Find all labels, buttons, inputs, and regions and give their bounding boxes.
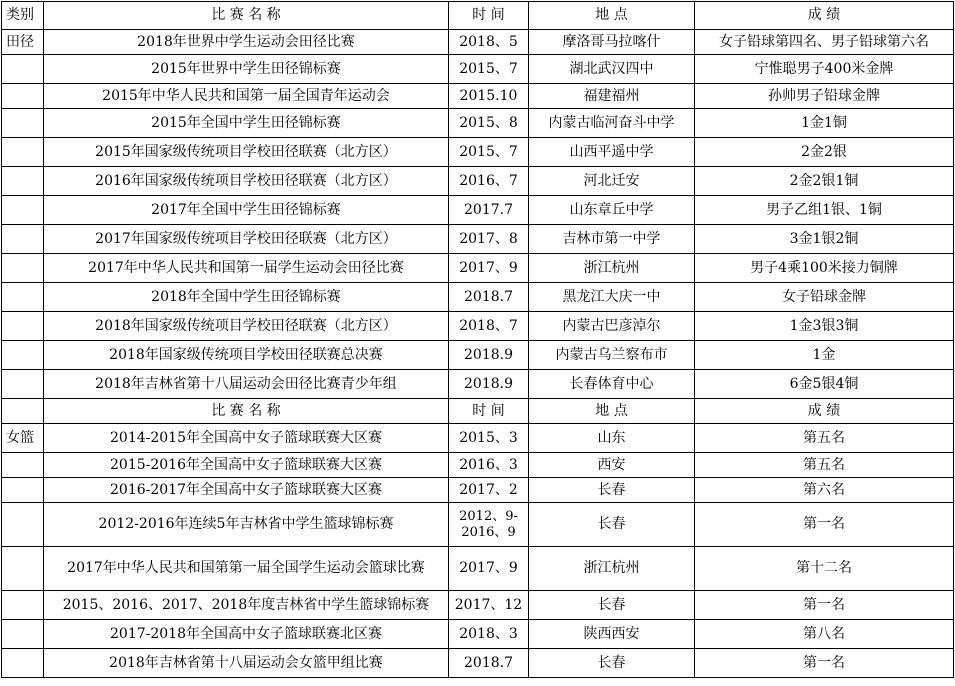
result-cell: 1金 bbox=[695, 341, 954, 370]
time-cell: 2016、3 bbox=[449, 453, 529, 478]
header-place: 地 点 bbox=[529, 2, 695, 30]
event-cell: 2015、2016、2017、2018年度吉林省中学生篮球锦标赛 bbox=[44, 591, 449, 620]
category-cell bbox=[2, 591, 44, 620]
results-table bbox=[1, 1, 954, 678]
category-cell bbox=[2, 167, 44, 196]
time-cell: 2017、9 bbox=[449, 547, 529, 591]
result-cell: 2金2银 bbox=[695, 138, 954, 167]
place-cell: 山西平遥中学 bbox=[529, 138, 695, 167]
time-cell: 2015、3 bbox=[449, 424, 529, 453]
table-row bbox=[2, 109, 954, 138]
table-row bbox=[2, 547, 954, 591]
table-row bbox=[2, 225, 954, 254]
table-row bbox=[2, 55, 954, 84]
table-row bbox=[2, 503, 954, 547]
header-time: 时 间 bbox=[449, 2, 529, 30]
time-cell: 2018.7 bbox=[449, 283, 529, 312]
place-cell: 长春 bbox=[529, 591, 695, 620]
category-cell bbox=[2, 84, 44, 109]
time-cell: 2017、8 bbox=[449, 225, 529, 254]
table-row bbox=[2, 196, 954, 225]
header-event: 比 赛 名 称 bbox=[44, 2, 449, 30]
category-cell bbox=[2, 620, 44, 649]
time-cell: 2017、9 bbox=[449, 254, 529, 283]
place-cell: 长春 bbox=[529, 649, 695, 678]
category-cell bbox=[2, 109, 44, 138]
category-cell bbox=[2, 547, 44, 591]
event-cell: 2015-2016年全国高中女子篮球联赛大区赛 bbox=[44, 453, 449, 478]
time-cell: 2012、9-2016、9 bbox=[449, 503, 529, 547]
category-cell bbox=[2, 478, 44, 503]
header-row bbox=[2, 2, 954, 30]
result-cell: 男子4乘100米接力铜牌 bbox=[695, 254, 954, 283]
table-row bbox=[2, 254, 954, 283]
place-cell: 山东章丘中学 bbox=[529, 196, 695, 225]
place-cell: 吉林市第一中学 bbox=[529, 225, 695, 254]
event-cell: 2018年全国中学生田径锦标赛 bbox=[44, 283, 449, 312]
result-cell: 第六名 bbox=[695, 478, 954, 503]
event-cell: 2015年中华人民共和国第一届全国青年运动会 bbox=[44, 84, 449, 109]
place-cell: 摩洛哥马拉喀什 bbox=[529, 30, 695, 55]
time-cell: 2018.9 bbox=[449, 341, 529, 370]
result-cell: 孙帅男子铅球金牌 bbox=[695, 84, 954, 109]
time-cell: 2018、7 bbox=[449, 312, 529, 341]
header-event: 比 赛 名 称 bbox=[44, 399, 449, 424]
event-cell: 2015年全国中学生田径锦标赛 bbox=[44, 109, 449, 138]
category-cell bbox=[2, 196, 44, 225]
header-place: 地 点 bbox=[529, 399, 695, 424]
time-cell: 2017.7 bbox=[449, 196, 529, 225]
category-basketball: 女篮 bbox=[2, 424, 44, 453]
table-row bbox=[2, 649, 954, 678]
event-cell: 2017年中华人民共和国第一届学生运动会田径比赛 bbox=[44, 254, 449, 283]
category-cell bbox=[2, 283, 44, 312]
table-row bbox=[2, 620, 954, 649]
time-cell: 2015、7 bbox=[449, 138, 529, 167]
place-cell: 内蒙古临河奋斗中学 bbox=[529, 109, 695, 138]
table-row bbox=[2, 30, 954, 55]
category-cell bbox=[2, 341, 44, 370]
result-cell: 第十二名 bbox=[695, 547, 954, 591]
table-row bbox=[2, 84, 954, 109]
time-cell: 2016、7 bbox=[449, 167, 529, 196]
event-cell: 2016-2017年全国高中女子篮球联赛大区赛 bbox=[44, 478, 449, 503]
category-cell bbox=[2, 225, 44, 254]
category-cell bbox=[2, 399, 44, 424]
place-cell: 湖北武汉四中 bbox=[529, 55, 695, 84]
category-cell bbox=[2, 503, 44, 547]
place-cell: 长春体育中心 bbox=[529, 370, 695, 399]
table-row bbox=[2, 370, 954, 399]
header-time: 时 间 bbox=[449, 399, 529, 424]
time-cell: 2017、2 bbox=[449, 478, 529, 503]
place-cell: 陕西西安 bbox=[529, 620, 695, 649]
result-cell: 第五名 bbox=[695, 453, 954, 478]
category-track: 田径 bbox=[2, 30, 44, 55]
result-cell: 3金1银2铜 bbox=[695, 225, 954, 254]
event-cell: 2018年国家级传统项目学校田径联赛总决赛 bbox=[44, 341, 449, 370]
place-cell: 河北迁安 bbox=[529, 167, 695, 196]
category-cell bbox=[2, 312, 44, 341]
event-cell: 2015年世界中学生田径锦标赛 bbox=[44, 55, 449, 84]
time-cell: 2015.10 bbox=[449, 84, 529, 109]
table-row bbox=[2, 424, 954, 453]
result-cell: 6金5银4铜 bbox=[695, 370, 954, 399]
category-cell bbox=[2, 138, 44, 167]
place-cell: 内蒙古乌兰察布市 bbox=[529, 341, 695, 370]
event-cell: 2017-2018年全国高中女子篮球联赛北区赛 bbox=[44, 620, 449, 649]
time-cell: 2015、7 bbox=[449, 55, 529, 84]
place-cell: 黑龙江大庆一中 bbox=[529, 283, 695, 312]
header-result: 成 绩 bbox=[695, 399, 954, 424]
table-row bbox=[2, 167, 954, 196]
result-cell: 第一名 bbox=[695, 591, 954, 620]
table-row bbox=[2, 591, 954, 620]
result-cell: 第一名 bbox=[695, 503, 954, 547]
header-category: 类别 bbox=[2, 2, 44, 30]
result-cell: 第八名 bbox=[695, 620, 954, 649]
event-cell: 2014-2015年全国高中女子篮球联赛大区赛 bbox=[44, 424, 449, 453]
table-row bbox=[2, 453, 954, 478]
place-cell: 长春 bbox=[529, 478, 695, 503]
table-row bbox=[2, 312, 954, 341]
event-cell: 2018年世界中学生运动会田径比赛 bbox=[44, 30, 449, 55]
category-cell bbox=[2, 254, 44, 283]
result-cell: 2金2银1铜 bbox=[695, 167, 954, 196]
result-cell: 宁惟聪男子400米金牌 bbox=[695, 55, 954, 84]
result-cell: 1金1铜 bbox=[695, 109, 954, 138]
place-cell: 浙江杭州 bbox=[529, 254, 695, 283]
result-cell: 女子铅球金牌 bbox=[695, 283, 954, 312]
time-cell: 2015、8 bbox=[449, 109, 529, 138]
event-cell: 2012-2016年连续5年吉林省中学生篮球锦标赛 bbox=[44, 503, 449, 547]
time-cell: 2018、3 bbox=[449, 620, 529, 649]
place-cell: 长春 bbox=[529, 503, 695, 547]
header-result: 成 绩 bbox=[695, 2, 954, 30]
place-cell: 浙江杭州 bbox=[529, 547, 695, 591]
event-cell: 2018年国家级传统项目学校田径联赛（北方区） bbox=[44, 312, 449, 341]
table-row bbox=[2, 138, 954, 167]
event-cell: 2018年吉林省第十八届运动会田径比赛青少年组 bbox=[44, 370, 449, 399]
category-cell bbox=[2, 649, 44, 678]
table-row bbox=[2, 478, 954, 503]
place-cell: 福建福州 bbox=[529, 84, 695, 109]
table-row bbox=[2, 341, 954, 370]
result-cell: 第五名 bbox=[695, 424, 954, 453]
time-cell: 2018.7 bbox=[449, 649, 529, 678]
result-cell: 女子铅球第四名、男子铅球第六名 bbox=[695, 30, 954, 55]
place-cell: 内蒙古巴彦淖尔 bbox=[529, 312, 695, 341]
event-cell: 2017年国家级传统项目学校田径联赛（北方区） bbox=[44, 225, 449, 254]
time-cell: 2017、12 bbox=[449, 591, 529, 620]
event-cell: 2017年中华人民共和国第第一届全国学生运动会篮球比赛 bbox=[44, 547, 449, 591]
event-cell: 2016年国家级传统项目学校田径联赛（北方区） bbox=[44, 167, 449, 196]
category-cell bbox=[2, 453, 44, 478]
subheader-row bbox=[2, 399, 954, 424]
table-row bbox=[2, 283, 954, 312]
result-cell: 1金3银3铜 bbox=[695, 312, 954, 341]
result-cell: 男子乙组1银、1铜 bbox=[695, 196, 954, 225]
time-cell: 2018.9 bbox=[449, 370, 529, 399]
event-cell: 2017年全国中学生田径锦标赛 bbox=[44, 196, 449, 225]
time-cell: 2018、5 bbox=[449, 30, 529, 55]
event-cell: 2018年吉林省第十八届运动会女篮甲组比赛 bbox=[44, 649, 449, 678]
category-cell bbox=[2, 55, 44, 84]
result-cell: 第一名 bbox=[695, 649, 954, 678]
category-cell bbox=[2, 370, 44, 399]
event-cell: 2015年国家级传统项目学校田径联赛（北方区） bbox=[44, 138, 449, 167]
place-cell: 山东 bbox=[529, 424, 695, 453]
place-cell: 西安 bbox=[529, 453, 695, 478]
